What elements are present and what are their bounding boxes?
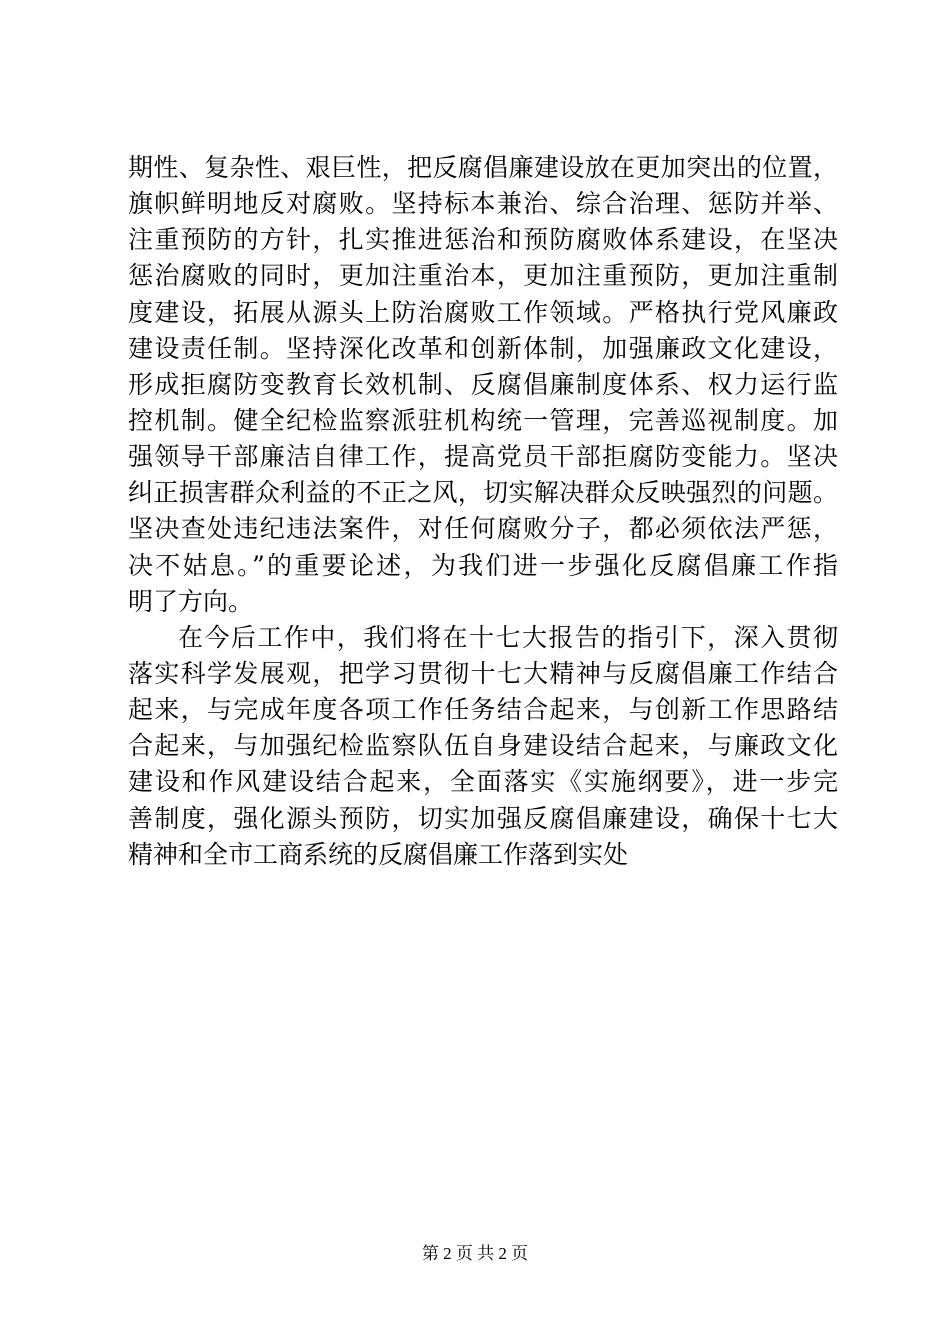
text-line: 落实科学发展观，把学习贯彻十七大精神与反腐倡廉工作结合	[128, 658, 838, 688]
text-line: 期性、复杂性、艰巨性，把反腐倡廉建设放在更加突出的位置，	[128, 153, 838, 182]
text-line: 善制度，强化源头预防，切实加强反腐倡廉建设，确保十七大	[128, 803, 838, 833]
paragraph-1	[128, 150, 838, 620]
text-line: 度建设，拓展从源头上防治腐败工作领域。严格执行党风廉政	[128, 297, 838, 327]
text-line: 明了方向。	[128, 586, 254, 616]
text-line: 旗帜鲜明地反对腐败。坚持标本兼治、综合治理、惩防并举、	[128, 189, 838, 219]
text-line: 合起来，与加强纪检监察队伍自身建设结合起来，与廉政文化	[128, 731, 838, 761]
text-line: 坚决查处违纪违法案件，对任何腐败分子，都必须依法严惩，	[128, 514, 838, 544]
page-number-label: 第 2 页 共 2 页	[421, 1244, 529, 1263]
text-line: 起来，与完成年度各项工作任务结合起来，与创新工作思路结	[128, 695, 838, 725]
text-line: 纠正损害群众利益的不正之风，切实解决群众反映强烈的问题。	[128, 478, 838, 508]
paragraph-2	[128, 620, 838, 873]
document-body	[128, 150, 838, 873]
text-line: 决不姑息。”的重要论述，为我们进一步强化反腐倡廉工作指	[128, 550, 838, 580]
text-line: 精神和全市工商系统的反腐倡廉工作落到实处	[128, 839, 629, 869]
text-line: 惩治腐败的同时，更加注重治本，更加注重预防，更加注重制	[128, 261, 838, 291]
text-line: 强领导干部廉洁自律工作，提高党员干部拒腐防变能力。坚决	[128, 442, 838, 472]
text-line: 建设责任制。坚持深化改革和创新体制，加强廉政文化建设，	[128, 333, 838, 363]
text-line: 注重预防的方针，扎实推进惩治和预防腐败体系建设，在坚决	[128, 225, 838, 255]
text-line: 控机制。健全纪检监察派驻机构统一管理，完善巡视制度。加	[128, 405, 838, 435]
text-line: 形成拒腐防变教育长效机制、反腐倡廉制度体系、权力运行监	[128, 369, 838, 399]
page-footer	[0, 1242, 950, 1266]
text-line: 在今后工作中，我们将在十七大报告的指引下，深入贯彻	[178, 622, 838, 652]
text-line: 建设和作风建设结合起来，全面落实《实施纲要》，进一步完	[128, 767, 838, 797]
